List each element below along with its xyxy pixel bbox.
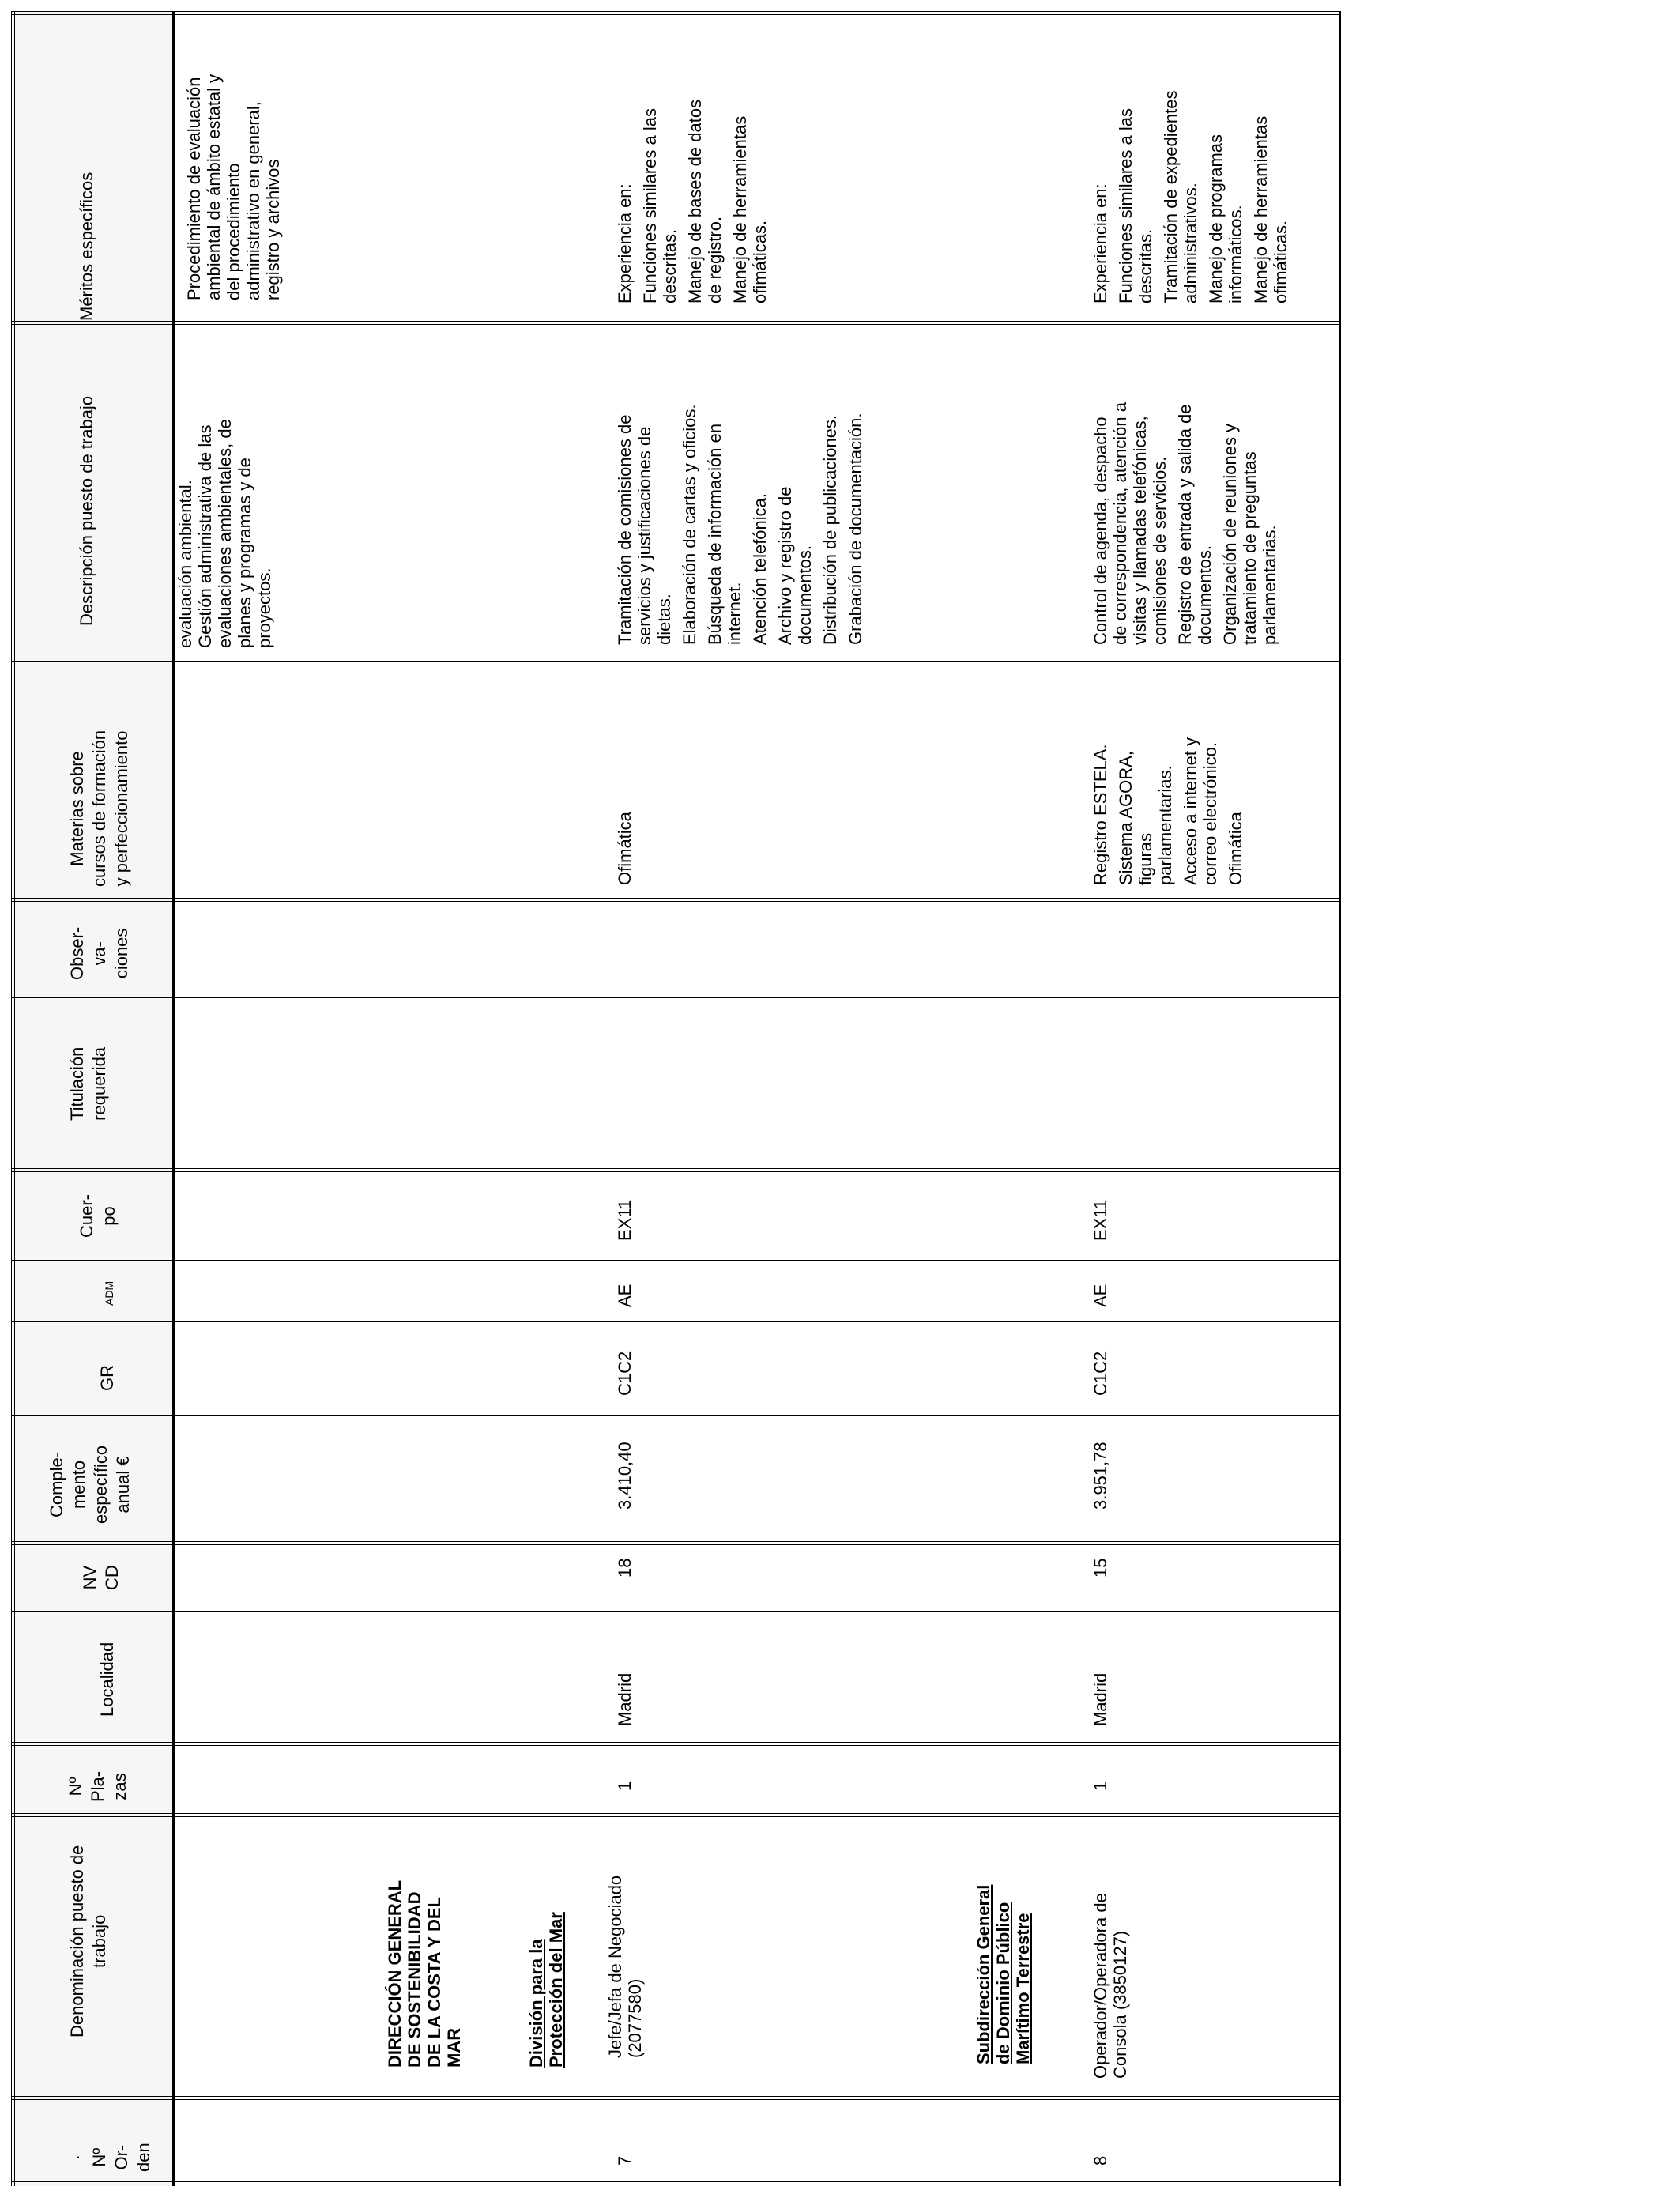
row8-descripcion-l7: Organización de reuniones y [1220, 423, 1240, 645]
header-materias-l1: Materias sobre [67, 751, 87, 866]
header-complemento-l4: anual € [113, 1456, 133, 1514]
row8-plazas [1090, 1781, 1110, 1791]
row8-adm-text: AE [1090, 1284, 1110, 1307]
row7-adm [615, 1284, 635, 1307]
header-denominacion [66, 1845, 111, 2038]
row8-gr-text: C1C2 [1090, 1351, 1110, 1396]
continuation-meritos-l4: administrativo en general, [243, 101, 263, 300]
row8-meritos-l7: informáticos. [1226, 205, 1245, 303]
row7-plazas [615, 1781, 635, 1791]
header-complemento-l1: Comple- [47, 1451, 66, 1518]
row8-descripcion-l6: documentos. [1195, 545, 1215, 645]
divider-meritos-descripcion [11, 321, 1339, 322]
row8-gr [1090, 1351, 1110, 1396]
row8-materias [1090, 737, 1245, 885]
header-descripcion-text: Descripción puesto de trabajo [77, 395, 96, 626]
row8-cuerpo-text: EX11 [1090, 1199, 1110, 1241]
row8-meritos-l8: Manejo de herramientas [1251, 115, 1271, 303]
header-gr [96, 1365, 119, 1391]
section-direccion-l4: MAR [444, 2027, 464, 2068]
row8-descripcion-l1: Control de agenda, despacho [1090, 417, 1110, 645]
table-border-right [1339, 11, 1341, 2186]
header-observaciones-l3: ciones [111, 928, 131, 979]
row7-nvcd [615, 1559, 635, 1578]
header-cuerpo-l2: po [99, 1206, 119, 1226]
row7-meritos-l1: Experiencia en: [615, 183, 635, 303]
header-plazas-l2: Pla- [88, 1770, 107, 1802]
row7-localidad [615, 1673, 635, 1726]
row8-materias-l2: Sistema AGORA, [1116, 751, 1136, 885]
row7-orden-text: 7 [615, 2155, 635, 2166]
section-division [526, 1912, 566, 2068]
row7-cuerpo-text: EX11 [615, 1199, 635, 1241]
row7-materias-l1: Ofimática [615, 812, 635, 885]
continuation-descripcion-l1: evaluación ambiental. [175, 480, 195, 648]
header-complemento-l3: específico [91, 1445, 111, 1524]
row7-meritos-l2: Funciones similares a las [640, 108, 660, 303]
header-materias [66, 730, 133, 887]
row8-denominacion-l1: Operador/Operadora de [1090, 1893, 1110, 2079]
row8-complemento-text: 3.951,78 [1090, 1442, 1110, 1510]
section-direccion [385, 1880, 464, 2068]
continuation-meritos-l1: Procedimiento de evaluación [184, 77, 204, 300]
row7-descripcion [615, 405, 865, 646]
row7-denominacion-l2: (2077580) [625, 1978, 645, 2058]
row8-descripcion-l5: Registro de entrada y salida de [1175, 404, 1195, 645]
divider-localidad-plazas [11, 1742, 1339, 1743]
row8-materias-l7: Ofimática [1226, 812, 1245, 885]
row7-descripcion-l6: internet. [725, 582, 744, 645]
section-direccion-l1: DIRECCIÓN GENERAL [385, 1879, 405, 2068]
row8-descripcion-l3: visitas y llamadas telefónicas, [1130, 416, 1150, 645]
header-localidad [96, 1642, 119, 1717]
divider-complemento-nvcd [11, 1541, 1339, 1542]
section-subdireccion-l1: Subdirección General [974, 1884, 993, 2064]
row7-descripcion-l4: Elaboración de cartas y oficios. [680, 404, 699, 645]
row8-descripcion-l9: parlamentarias. [1260, 525, 1279, 645]
row8-localidad-text: Madrid [1090, 1672, 1110, 1726]
header-titulacion-l1: Titulación [67, 1046, 87, 1121]
header-denominacion-l2: trabajo [89, 1914, 109, 1968]
header-orden-l2: Nº [89, 2147, 109, 2167]
row8-meritos-l3: descritas. [1136, 228, 1155, 303]
header-nvcd-l2: CD [102, 1565, 122, 1590]
row7-meritos-l4: Manejo de bases de datos [685, 99, 705, 303]
row7-adm-text: AE [615, 1284, 635, 1307]
row7-descripcion-l1: Tramitación de comisiones de [615, 414, 635, 645]
row8-denominacion [1090, 1893, 1130, 2079]
header-nvcd [79, 1565, 123, 1590]
header-adm [98, 1281, 120, 1306]
row7-denominacion [605, 1875, 645, 2058]
header-divider [172, 11, 175, 2186]
row8-meritos-l4: Tramitación de expedientes [1161, 90, 1181, 303]
row7-orden [615, 2156, 635, 2166]
continuation-meritos-l3: del procedimiento [224, 163, 243, 300]
section-direccion-l2: DE SOSTENIBILIDAD [405, 1891, 424, 2068]
table-border-left [11, 11, 12, 2186]
divider-denominacion-orden [11, 2096, 1339, 2097]
header-orden-l4: den [134, 2143, 153, 2172]
header-cuerpo-l1: Cuer- [77, 1193, 96, 1238]
divider-materias-observaciones [11, 898, 1339, 899]
row8-orden-text: 8 [1090, 2155, 1110, 2166]
row8-orden [1090, 2156, 1110, 2166]
header-gr-text: GR [97, 1365, 117, 1391]
row8-meritos-l1: Experiencia en: [1090, 183, 1110, 303]
header-materias-l2: cursos de formación [89, 729, 109, 887]
row7-nvcd-text: 18 [615, 1558, 635, 1578]
divider-adm-gr [11, 1321, 1339, 1322]
header-titulacion [66, 1047, 111, 1121]
row8-denominacion-l2: Consola (3850127) [1110, 1930, 1130, 2079]
continuation-descripcion-l4: planes y programas y de [235, 458, 254, 648]
header-orden [66, 2143, 155, 2172]
row7-descripcion-l8: Archivo y registro de [775, 486, 795, 645]
row7-meritos-l7: ofimáticas. [750, 220, 770, 303]
row7-complemento-text: 3.410,40 [615, 1442, 635, 1510]
continuation-meritos-l2: ambiental de ámbito estatal y [204, 74, 224, 300]
header-meritos-text: Méritos específicos [77, 172, 96, 321]
row7-descripcion-l3: dietas. [654, 594, 674, 645]
continuation-descripcion-l3: evaluaciones ambientales, de [215, 419, 235, 648]
row7-meritos-l6: Manejo de herramientas [730, 115, 750, 303]
divider-plazas-denominacion [11, 1813, 1339, 1814]
row7-meritos-l5: de registro. [705, 216, 725, 303]
row7-meritos [615, 100, 770, 303]
header-observaciones-l2: va- [89, 941, 109, 966]
row7-descripcion-l5: Búsqueda de información en [705, 423, 725, 645]
row8-materias-l5: Acceso a internet y [1181, 737, 1200, 885]
section-direccion-l3: DE LA COSTA Y DEL [424, 1897, 444, 2068]
section-division-l1: División para la [526, 1939, 546, 2068]
row7-descripcion-l10: Distribución de publicaciones. [820, 414, 840, 645]
header-observaciones-l1: Obser- [67, 926, 87, 980]
row8-nvcd-text: 15 [1090, 1558, 1110, 1578]
row8-descripcion [1090, 402, 1279, 645]
header-meritos [76, 172, 98, 321]
continuation-descripcion-l2: Gestión administrativa de las [195, 424, 215, 648]
row8-materias-l3: figuras [1136, 832, 1155, 885]
header-complemento [46, 1446, 134, 1524]
table-border-top [11, 11, 1339, 12]
row8-adm [1090, 1284, 1110, 1307]
header-cuerpo [76, 1194, 120, 1238]
header-denominacion-l1: Denominación puesto de [67, 1845, 87, 2038]
continuation-descripcion [175, 419, 274, 648]
row8-meritos-l5: administrativos. [1181, 183, 1200, 303]
row8-materias-l1: Registro ESTELA. [1090, 744, 1110, 885]
divider-observaciones-titulacion [11, 997, 1339, 998]
row7-descripcion-l7: Atención telefónica. [750, 492, 770, 645]
header-materias-l3: y perfeccionamiento [111, 730, 131, 887]
row8-complemento [1090, 1442, 1110, 1510]
row8-nvcd [1090, 1559, 1110, 1578]
row8-descripcion-l2: de correspondencia, atención a [1110, 402, 1130, 645]
section-division-l2: Protección del Mar [546, 1912, 566, 2068]
row8-materias-l6: correo electrónico. [1200, 742, 1220, 885]
row7-plazas-text: 1 [615, 1781, 635, 1791]
row7-localidad-text: Madrid [615, 1672, 635, 1726]
header-descripcion [76, 396, 98, 626]
section-subdireccion-l2: de Dominio Público [993, 1902, 1013, 2064]
row7-descripcion-l11: Grabación de documentación. [846, 413, 865, 645]
row8-localidad [1090, 1673, 1110, 1726]
row8-meritos [1090, 91, 1290, 303]
header-orden-l3: Or- [111, 2144, 131, 2170]
section-subdireccion [974, 1885, 1033, 2064]
header-orden-l1: · [67, 2154, 87, 2161]
continuation-descripcion-l5: proyectos. [254, 567, 274, 648]
header-localidad-text: Localidad [97, 1642, 117, 1717]
header-plazas-l1: Nº [66, 1777, 85, 1796]
row7-meritos-l3: descritas. [660, 228, 680, 303]
row7-denominacion-l1: Jefe/Jefa de Negociado [605, 1875, 625, 2058]
row8-cuerpo [1090, 1200, 1110, 1241]
header-plazas-l3: zas [110, 1773, 130, 1800]
row8-meritos-l2: Funciones similares a las [1116, 108, 1136, 303]
row8-descripcion-l4: comisiones de servicios. [1150, 456, 1170, 645]
header-adm-text: ADM [103, 1280, 115, 1306]
row8-meritos-l9: ofimáticas. [1271, 220, 1290, 303]
row7-descripcion-l9: documentos. [795, 545, 815, 645]
header-complemento-l2: mento [69, 1460, 89, 1510]
divider-titulacion-cuerpo [11, 1168, 1339, 1169]
header-nvcd-l1: NV [80, 1565, 100, 1590]
row8-descripcion-l8: tratamiento de preguntas [1240, 451, 1260, 645]
row8-materias-l4: parlamentarias. [1155, 765, 1175, 885]
row7-cuerpo [615, 1200, 635, 1241]
row7-gr [615, 1351, 635, 1396]
section-subdireccion-l3: Marítimo Terrestre [1013, 1913, 1033, 2064]
row7-materias [615, 812, 635, 885]
row7-complemento [615, 1442, 635, 1510]
row8-plazas-text: 1 [1090, 1781, 1110, 1791]
header-observaciones [66, 927, 133, 980]
continuation-meritos-l5: registro y archivos [263, 159, 283, 300]
continuation-meritos [184, 74, 283, 300]
row7-descripcion-l2: servicios y justificaciones de [635, 426, 654, 645]
row8-meritos-l6: Manejo de programas [1206, 134, 1226, 303]
header-plazas [65, 1771, 131, 1802]
header-titulacion-l2: requerida [89, 1046, 109, 1121]
row7-gr-text: C1C2 [615, 1351, 635, 1396]
table-border-bottom [11, 2181, 1339, 2182]
